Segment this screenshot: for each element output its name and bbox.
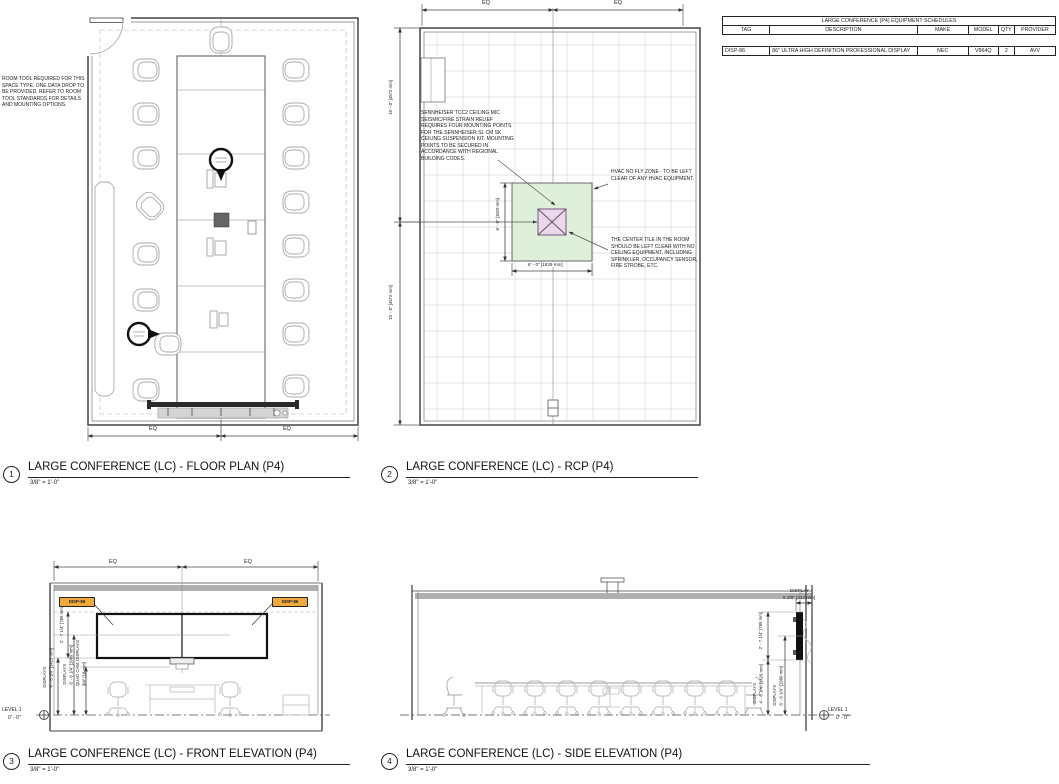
eq-label: EQ bbox=[283, 426, 291, 432]
display-span-dim: 2' - 7 1/4" [789 mm] bbox=[758, 612, 763, 650]
display-depth-value: 8 3/8" [212 mm] bbox=[783, 595, 816, 600]
rcp-door bbox=[421, 58, 445, 102]
view-title-text: LARGE CONFERENCE (LC) - SIDE ELEVATION (P4) bbox=[406, 748, 683, 760]
title-underline bbox=[406, 477, 698, 478]
display-span-dim: 2' - 7 1/4" [789 mm] bbox=[59, 606, 64, 644]
dim-value: 6' - 6 1/4" [1989 mm] bbox=[778, 666, 784, 706]
dim-label: DISPLAYS bbox=[752, 682, 757, 704]
elevation-furniture bbox=[107, 682, 309, 716]
view-scale: 3/8" = 1'-0" bbox=[30, 767, 60, 773]
display-wall-credenza bbox=[147, 400, 299, 418]
col-model: MODEL bbox=[968, 26, 998, 35]
dim-value: 4' - 8 1/4" [1429 mm] bbox=[48, 648, 54, 688]
cell-description: 86" ULTRA HIGH DEFINITION PROFESSIONAL DISPLAY bbox=[770, 47, 917, 56]
hvac-note: HVAC NO FLY ZONE - TO BE LEFT CLEAR OF ANY HVAC EQUIPMENT. bbox=[611, 169, 695, 182]
displays-bottom-dim bbox=[752, 664, 765, 704]
cell-provider: AVV bbox=[1014, 47, 1055, 56]
level-elevation: 0' - 0" bbox=[836, 715, 849, 721]
center-tile-note: THE CENTER TILE IN THE ROOM SHOULD BE LEFT CLEAR WITH NO CEILING EQUIPMENT, INCLUDING SPRINKLER, OCCUPANCY SENSOR, FIRE STROBE, ETC. bbox=[611, 237, 698, 269]
cell-make: NEC bbox=[917, 47, 968, 56]
eq-label: EQ bbox=[149, 426, 157, 432]
view-number: 3 bbox=[3, 753, 20, 770]
displays-bottom-dim bbox=[42, 648, 55, 688]
view-scale: 3/8" = 1'-0" bbox=[408, 480, 438, 486]
view-number: 2 bbox=[381, 466, 398, 483]
table-box bbox=[214, 213, 229, 227]
title-underline bbox=[28, 764, 350, 765]
tile-height-dim: 6' - 0" [1829 mm] bbox=[495, 198, 500, 231]
col-provider: PROVIDER bbox=[1014, 26, 1055, 35]
level-marker bbox=[40, 711, 49, 720]
view-title-1 bbox=[2, 460, 350, 488]
dim-value: 3/4" [18 mm] bbox=[81, 662, 87, 687]
level-elevation: 0' - 0" bbox=[8, 715, 21, 721]
ceiling-band bbox=[415, 593, 812, 599]
quad-cam-dim bbox=[75, 640, 88, 686]
wall-bracket bbox=[548, 400, 558, 416]
dim-label: DISPLAYS bbox=[772, 684, 777, 706]
col-make: MAKE bbox=[917, 26, 968, 35]
eq-dimension-plan bbox=[88, 420, 358, 441]
side-table bbox=[475, 683, 752, 713]
rcp-top-eq-dimension bbox=[422, 4, 683, 26]
side-elevation-drawing bbox=[400, 555, 865, 750]
rcp-drawing bbox=[380, 0, 715, 460]
view-scale: 3/8" = 1'-0" bbox=[30, 480, 60, 486]
view-title-text: LARGE CONFERENCE (LC) - FRONT ELEVATION (P4) bbox=[28, 748, 317, 760]
displays-center-dim bbox=[772, 666, 785, 706]
conference-table bbox=[177, 56, 265, 418]
display-tag: DISP-86 bbox=[272, 597, 308, 607]
display-tag: DISP-86 bbox=[59, 597, 95, 607]
view-title-3 bbox=[2, 747, 350, 775]
dim-label: QUAD CAM, DISPLAYS bbox=[75, 640, 80, 687]
door bbox=[90, 18, 123, 54]
rcp-side-dim: 15' - 0" [4572 mm] bbox=[388, 80, 393, 115]
schedule-title: LARGE CONFERENCE (P4) EQUIPMENT SCHEDULES bbox=[723, 17, 1056, 26]
view-number: 1 bbox=[3, 466, 20, 483]
schedule-header-table bbox=[722, 16, 1056, 35]
sennheiser-note: SENNHEISER TCC2 CEILING MIC SEISMIC/FIRE STRAIN RELIEF REQUIRES FOUR MOUNTING POINTS FOR THE SENNHEISER SL CM SK CEILING SUSPENSION KIT. MOUNTING POINTS TO BE SECURED IN ACCORDANCE WITH REGIONAL BUILDING CODES. bbox=[421, 110, 514, 162]
ceiling-band bbox=[54, 585, 318, 591]
floor-plan-drawing bbox=[0, 0, 380, 460]
quad-camera bbox=[170, 658, 194, 669]
center-ceiling-tile bbox=[538, 209, 566, 235]
table-row bbox=[723, 47, 1056, 56]
dim-value: 6' - 6 1/4" [1989 mm] bbox=[68, 645, 74, 685]
credenza bbox=[95, 182, 114, 396]
view-number: 4 bbox=[381, 753, 398, 770]
col-tag: TAG bbox=[723, 26, 770, 35]
front-eq-dimension bbox=[54, 561, 318, 581]
view-title-2 bbox=[380, 460, 698, 488]
col-qty: QTY bbox=[998, 26, 1014, 35]
side-room bbox=[400, 585, 852, 731]
display-depth-label: DISPLAY bbox=[790, 588, 810, 593]
eq-label: EQ bbox=[244, 559, 252, 565]
dim-label: DISPLAYS bbox=[42, 666, 47, 688]
dim-value: 4' - 8 1/4" [1429 mm] bbox=[758, 664, 764, 704]
displays-center-dim bbox=[62, 645, 75, 685]
equipment-schedule bbox=[722, 16, 1056, 56]
title-underline bbox=[28, 477, 350, 478]
rcp-side-dim: 15' - 0" [4572 mm] bbox=[388, 285, 393, 320]
eq-label: EQ bbox=[614, 0, 622, 6]
view-title-text: LARGE CONFERENCE (LC) - FLOOR PLAN (P4) bbox=[28, 461, 285, 473]
level-name: LEVEL 1 bbox=[2, 707, 22, 713]
view-scale: 3/8" = 1'-0" bbox=[408, 767, 438, 773]
dim-label: DISPLAYS bbox=[62, 663, 67, 685]
eq-label: EQ bbox=[482, 0, 490, 6]
title-underline bbox=[406, 764, 870, 765]
view-title-4 bbox=[380, 747, 870, 775]
cell-model: V864Q bbox=[968, 47, 998, 56]
eq-label: EQ bbox=[109, 559, 117, 565]
rcp-left-dimension bbox=[394, 28, 420, 425]
col-description: DESCRIPTION bbox=[770, 26, 917, 35]
tile-width-dim: 6' - 0" [1829 mm] bbox=[528, 262, 563, 267]
room-tool-note: ROOM TOOL REQUIRED FOR THIS SPACE TYPE. ONE DATA DROP TO BE PROVIDED. REFER TO ROOM TOOL STANDARDS FOR DETAILS AND MOUNTING OPTIONS. bbox=[2, 76, 85, 108]
level-name: LEVEL 1 bbox=[828, 707, 848, 713]
side-display bbox=[793, 612, 811, 663]
display-depth-dimension bbox=[796, 599, 812, 611]
cell-qty: 2 bbox=[998, 47, 1014, 56]
cell-tag: DISP-86 bbox=[723, 47, 770, 56]
schedule-data-table bbox=[722, 46, 1056, 56]
view-title-text: LARGE CONFERENCE (LC) - RCP (P4) bbox=[406, 461, 614, 473]
dual-displays bbox=[74, 614, 267, 658]
